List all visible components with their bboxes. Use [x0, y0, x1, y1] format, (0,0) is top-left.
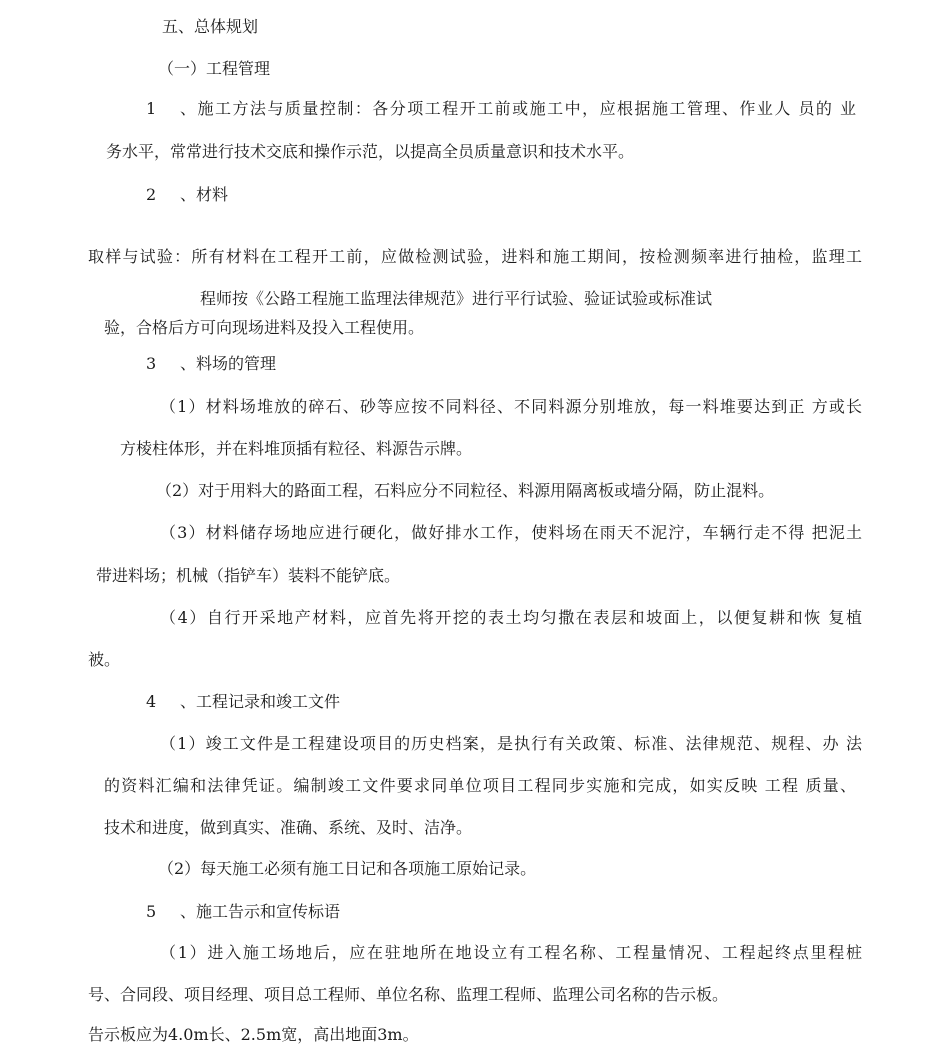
item-3-para-3-line-1: （3）材料储存场地应进行硬化，做好排水工作，使料场在雨天不泥泞，车辆行走不得 把泥土 [160, 523, 862, 542]
item-3-para-3-line-2: 带进料场；机械（指铲车）装料不能铲底。 [96, 566, 401, 585]
item-3-para-2: （2）对于用料大的路面工程，石料应分不同粒径、料源用隔离板或墙分隔，防止混料。 [156, 481, 775, 500]
item-1-line-1: 、施工方法与质量控制：各分项工程开工前或施工中，应根据施工管理、作业人 员的 业 [180, 99, 856, 118]
item-5-para-1-line-3: 告示板应为4.0m长、2.5m宽，高出地面3m。 [88, 1025, 419, 1044]
item-2-line-3: 验，合格后方可向现场进料及投入工程使用。 [104, 318, 425, 337]
item-2-line-1: 取样与试验：所有材料在工程开工前，应做检测试验，进料和施工期间，按检测频率进行抽检，监理工 [88, 247, 862, 266]
item-4-number: 4 [146, 692, 157, 711]
item-3-title: 、料场的管理 [180, 354, 277, 373]
item-3-para-1-line-2: 方棱柱体形，并在料堆顶插有粒径、料源告示牌。 [120, 439, 473, 458]
item-4-para-1-line-1: （1）竣工文件是工程建设项目的历史档案，是执行有关政策、标准、法律规范、规程、办 法 [160, 734, 862, 753]
item-3-para-1-line-1: （1）材料场堆放的碎石、砂等应按不同料径、不同料源分别堆放，每一料堆要达到正 方或长 [160, 397, 862, 416]
section-title: 五、总体规划 [162, 17, 259, 36]
item-1-number: 1 [146, 99, 157, 118]
item-5-number: 5 [146, 902, 157, 921]
item-5-para-1-line-1: （1）进入施工场地后，应在驻地所在地设立有工程名称、工程量情况、工程起终点里程桩 [160, 943, 862, 962]
item-5-title: 、施工告示和宣传标语 [180, 902, 341, 921]
item-4-para-2: （2）每天施工必须有施工日记和各项施工原始记录。 [158, 859, 537, 878]
item-2-title: 、材料 [180, 185, 229, 204]
item-5-para-1-line-2: 号、合同段、项目经理、项目总工程师、单位名称、监理工程师、监理公司名称的告示板。 [88, 985, 729, 1004]
item-3-para-4-line-2: 被。 [88, 650, 121, 669]
item-2-number: 2 [146, 185, 157, 204]
item-4-title: 、工程记录和竣工文件 [180, 692, 341, 711]
item-4-para-1-line-3: 技术和进度，做到真实、准确、系统、及时、洁净。 [104, 818, 473, 837]
item-3-para-4-line-1: （4）自行开采地产材料，应首先将开挖的表土均匀撒在表层和坡面上，以便复耕和恢 复植 [160, 608, 862, 627]
item-3-number: 3 [146, 354, 157, 373]
item-2-line-2: 程师按《公路工程施工监理法律规范》进行平行试验、验证试验或标准试 [200, 289, 713, 308]
item-4-para-1-line-2: 的资料汇编和法律凭证。编制竣工文件要求同单位项目工程同步实施和完成，如实反映 工程 质量、 [104, 776, 856, 795]
subsection-title: （一）工程管理 [158, 59, 271, 78]
item-1-line-2: 务水平，常常进行技术交底和操作示范，以提高全员质量意识和技术水平。 [106, 142, 635, 161]
